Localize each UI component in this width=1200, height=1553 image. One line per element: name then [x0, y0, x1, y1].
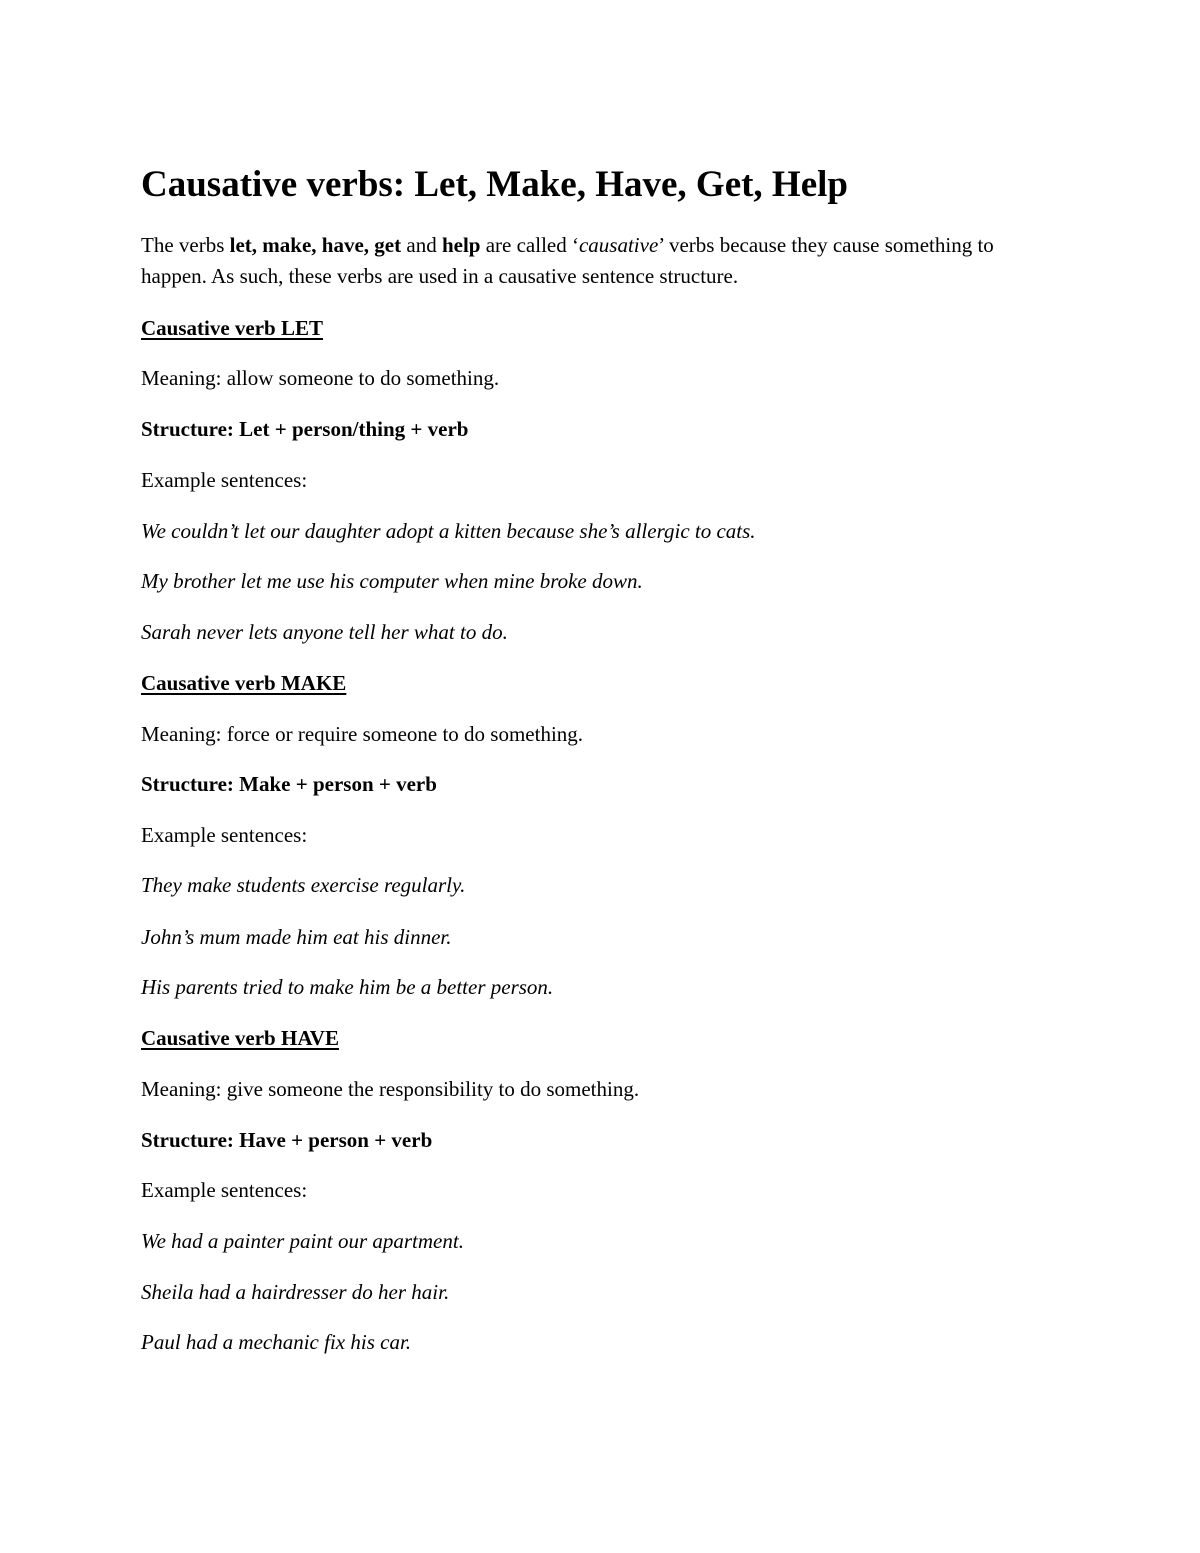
intro-text: The verbs: [141, 233, 230, 257]
intro-verb-help: help: [441, 233, 481, 257]
section-heading-let: Causative verb LET: [141, 316, 324, 340]
section-heading-make: Causative verb MAKE: [141, 671, 347, 695]
intro-text: ’ verbs because they cause something to happen. As such, these verbs are used in a causative sentence structure.: [141, 233, 994, 288]
intro-paragraph: [141, 230, 1001, 292]
example-sentence: Sheila had a hairdresser do her hair.: [141, 1280, 450, 1304]
example-sentence: Sarah never lets anyone tell her what to do.: [141, 620, 508, 644]
page-title: Causative verbs: Let, Make, Have, Get, Help: [141, 164, 848, 205]
example-sentence: Paul had a mechanic fix his car.: [141, 1330, 412, 1354]
intro-verb-have: have,: [321, 233, 375, 257]
intro-term: causative: [578, 233, 659, 257]
examples-label-make: Example sentences:: [141, 823, 308, 847]
intro-verb-make: make,: [262, 233, 322, 257]
example-sentence: My brother let me use his computer when mine broke down.: [141, 569, 643, 593]
examples-label-let: Example sentences:: [141, 468, 308, 492]
intro-verb-get: get: [374, 233, 402, 257]
example-sentence: John’s mum made him eat his dinner.: [141, 925, 452, 949]
meaning-let: Meaning: allow someone to do something.: [141, 366, 500, 390]
structure-let: Structure: Let + person/thing + verb: [141, 417, 469, 441]
examples-label-have: Example sentences:: [141, 1178, 308, 1202]
example-sentence: We had a painter paint our apartment.: [141, 1229, 464, 1253]
intro-text: and: [401, 233, 442, 257]
example-sentence: His parents tried to make him be a better person.: [141, 975, 554, 999]
intro-verb-let: let,: [229, 233, 263, 257]
meaning-make: Meaning: force or require someone to do something.: [141, 722, 584, 746]
section-heading-have: Causative verb HAVE: [141, 1026, 339, 1050]
meaning-have: Meaning: give someone the responsibility to do something.: [141, 1077, 640, 1101]
intro-text: are called ‘: [480, 233, 579, 257]
example-sentence: They make students exercise regularly.: [141, 873, 466, 897]
example-sentence: We couldn’t let our daughter adopt a kitten because she’s allergic to cats.: [141, 519, 756, 543]
structure-have: Structure: Have + person + verb: [141, 1128, 433, 1152]
structure-make: Structure: Make + person + verb: [141, 772, 437, 796]
